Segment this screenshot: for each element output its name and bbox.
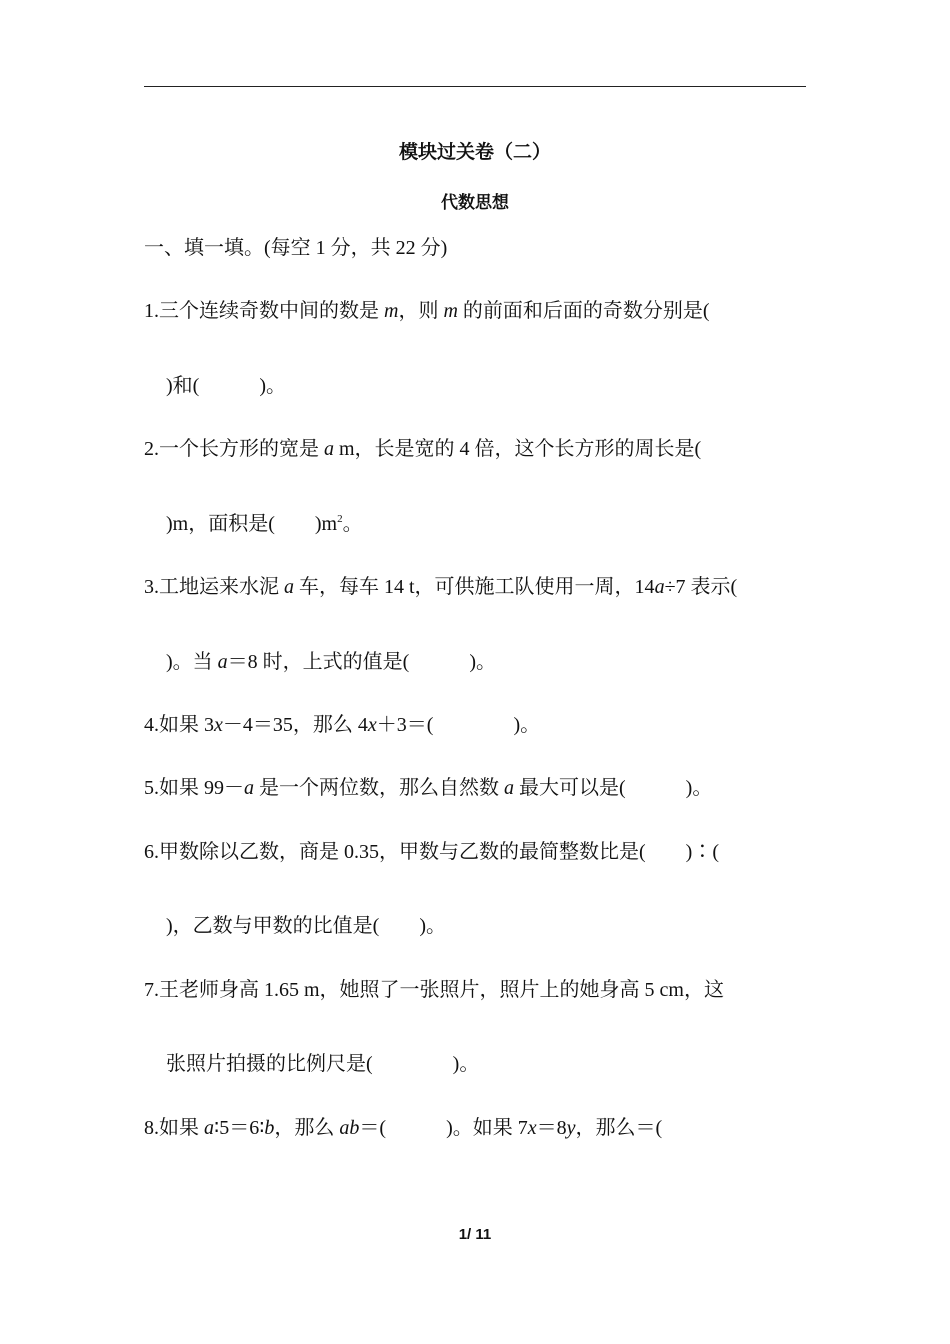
question-4: 4.如果 3x－4＝35，那么 4x＋3＝( )。 [144,714,541,736]
page-number: 1/ 11 [458,1226,492,1243]
question-1-line-1: 1.三个连续奇数中间的数是 m，则 m 的前面和后面的奇数分别是( [144,300,710,322]
question-1-line-2: )和( )。 [166,375,286,397]
page-title: 模块过关卷（二） [398,141,551,163]
page-subtitle: 代数思想 [441,193,509,213]
question-6-line-2: )，乙数与甲数的比值是( )。 [166,915,446,937]
question-7-line-2: 张照片拍摄的比例尺是( )。 [166,1053,480,1075]
question-3-line-2: )。当 a＝8 时，上式的值是( )。 [166,651,496,673]
question-6-line-1: 6.甲数除以乙数，商是 0.35，甲数与乙数的最简整数比是( )∶( [144,841,719,863]
question-3-line-1: 3.工地运来水泥 a 车，每车 14 t，可供施工队使用一周，14a÷7 表示( [144,576,738,598]
question-8: 8.如果 a∶5＝6∶b，那么 ab＝( )。如果 7x＝8y，那么＝( [144,1117,663,1139]
question-2-line-2: )m，面积是( )$m^2$。 [166,513,363,535]
question-7-line-1: 7.王老师身高 1.65 m，她照了一张照片，照片上的她身高 5 cm，这 [144,979,724,1001]
question-2-line-1: 2.一个长方形的宽是 a m，长是宽的 4 倍，这个长方形的周长是( [144,438,702,460]
section-heading: 一、填一填。(每空 1 分，共 22 分) [144,237,448,259]
question-5: 5.如果 99－a 是一个两位数，那么自然数 a 最大可以是( )。 [144,777,713,799]
top-rule [144,86,806,87]
